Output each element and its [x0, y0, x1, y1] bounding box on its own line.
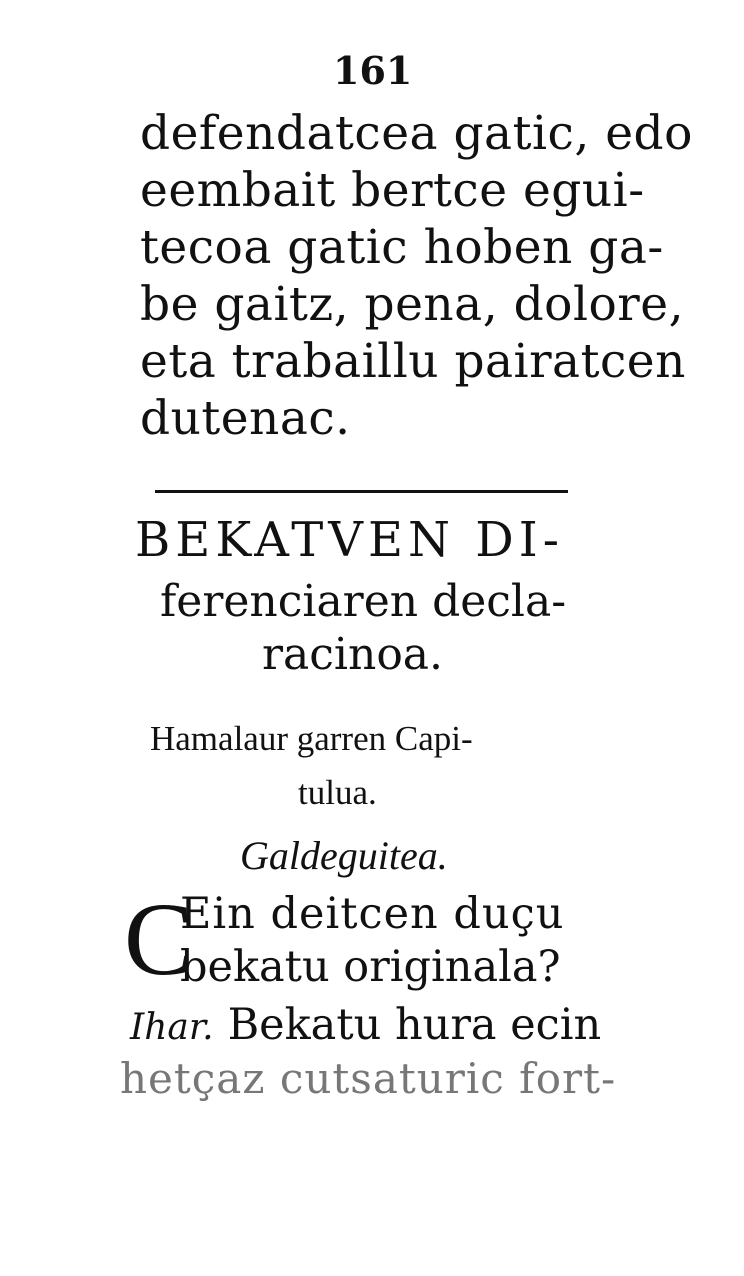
- body-line: eta trabaillu pairatcen: [140, 334, 686, 389]
- question-label: Galdeguitea.: [240, 833, 448, 878]
- section-heading-line: racinoa.: [262, 629, 444, 680]
- drop-cap: C: [124, 882, 194, 997]
- body-line: be gaitz, pena, dolore,: [140, 277, 685, 332]
- answer-line-with-note: [130, 1000, 602, 1050]
- page-number: 161: [333, 48, 413, 93]
- answer-line-text: Bekatu hura ecin: [227, 1000, 602, 1050]
- body-line: eembait bertce egui-: [140, 163, 645, 218]
- chapter-title-line: Hamalaur garren Capi-: [150, 719, 473, 758]
- answer-line-faded: hetçaz cutsaturic fort-: [120, 1054, 617, 1103]
- chapter-title-line: tulua.: [298, 773, 377, 812]
- margin-note: Ihar.: [130, 1007, 214, 1048]
- body-line: dutenac.: [140, 391, 351, 446]
- section-heading-line: ferenciaren decla-: [160, 576, 567, 627]
- section-heading-line: BEKATVEN DI-: [135, 512, 564, 568]
- body-line: defendatcea gatic, edo: [140, 106, 693, 161]
- answer-line: Ein deitcen duçu: [180, 889, 565, 939]
- section-divider: [155, 490, 568, 493]
- body-line: tecoa gatic hoben ga-: [140, 220, 664, 275]
- answer-line: bekatu originala?: [180, 942, 561, 992]
